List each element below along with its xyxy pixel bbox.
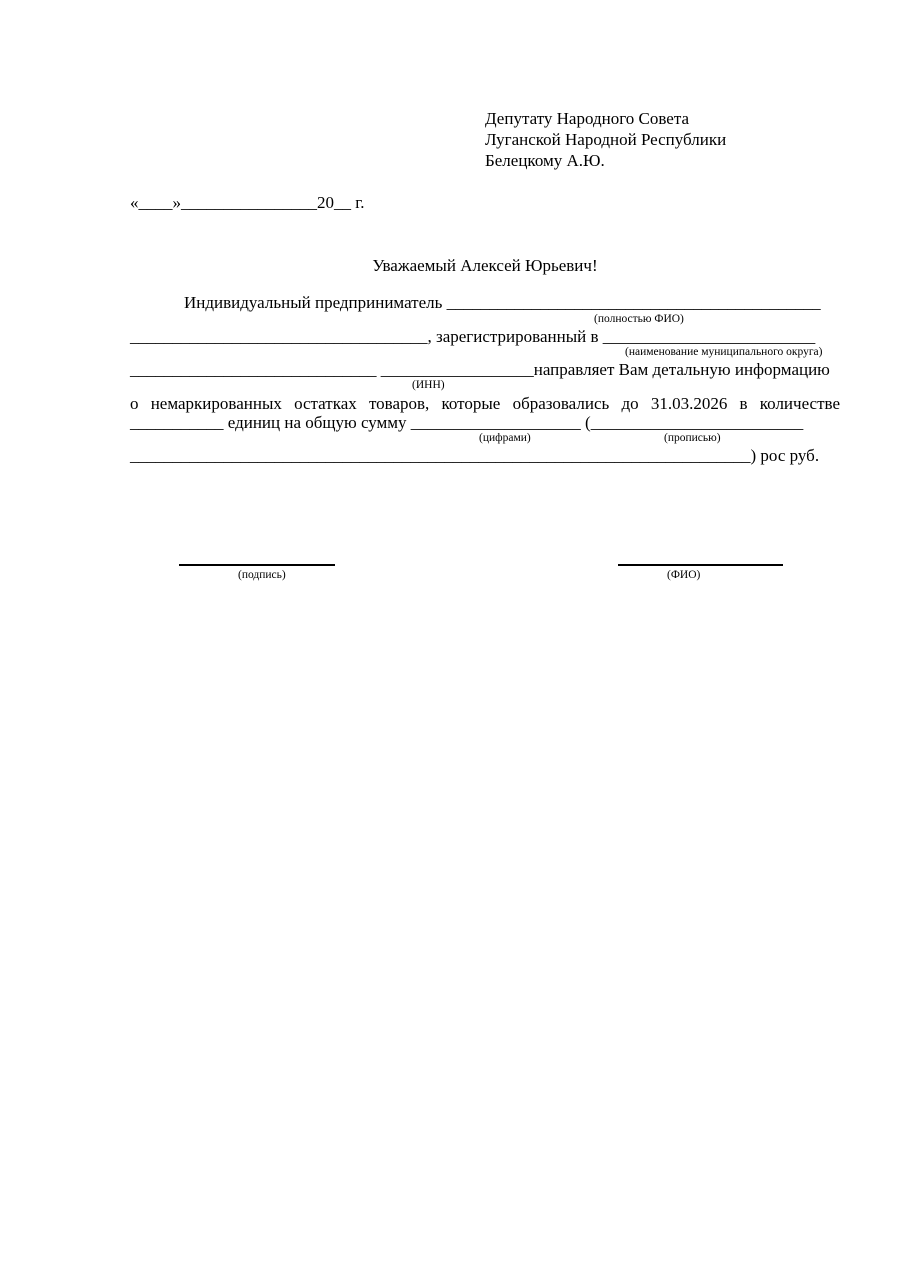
date-line: «____»________________20__ г.	[130, 193, 365, 212]
fio-hint: (ФИО)	[667, 569, 701, 581]
body-line-6: _________________________________________________________________________) рос руб.	[130, 446, 820, 465]
signature-hint: (подпись)	[238, 569, 286, 581]
hint-digits: (цифрами)	[479, 432, 531, 444]
addressee-line-2: Луганской Народной Республики	[485, 130, 727, 149]
hint-words: (прописью)	[664, 432, 721, 444]
body-line-1: Индивидуальный предприниматель ____________________________________________	[184, 293, 821, 312]
hint-inn: (ИНН)	[412, 379, 445, 391]
salutation: Уважаемый Алексей Юрьевич!	[372, 256, 598, 275]
hint-municipal: (наименование муниципального округа)	[625, 346, 823, 358]
body-line-5: ___________ единиц на общую сумму ____________________ (_________________________	[130, 413, 804, 432]
addressee-line-1: Депутату Народного Совета	[485, 109, 690, 128]
body-line-2: ___________________________________, зарегистрированный в _________________________	[130, 327, 816, 346]
signature-line	[179, 564, 335, 566]
body-line-4: о немаркированных остатках товаров, которые образовались до 31.03.2026 в количестве	[130, 394, 840, 413]
body-line-3: _____________________________ __________________направляет Вам детальную информацию	[130, 360, 830, 379]
addressee-line-3: Белецкому А.Ю.	[485, 151, 605, 170]
fio-line	[618, 564, 783, 566]
hint-fio-full: (полностью ФИО)	[594, 313, 684, 325]
